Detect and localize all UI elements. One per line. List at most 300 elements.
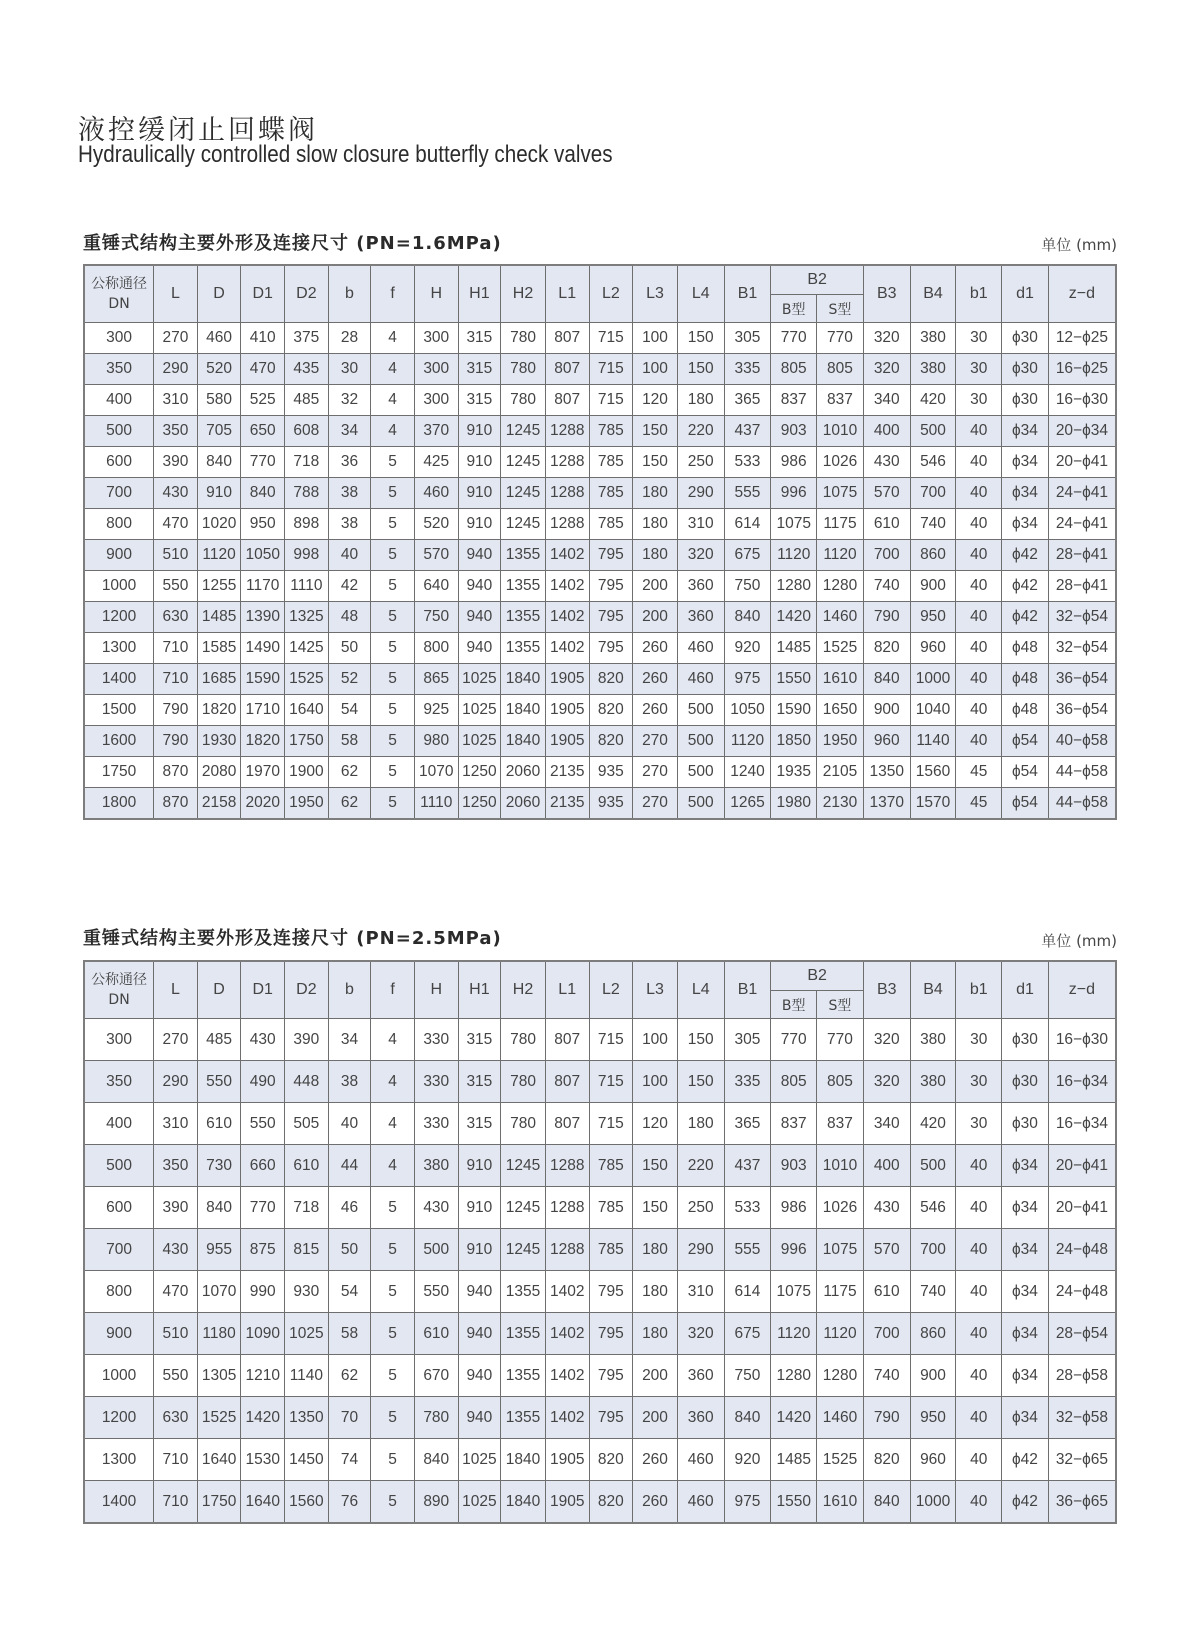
table-cell: 1288 xyxy=(545,416,589,447)
table-cell: 180 xyxy=(633,509,678,540)
table-cell: 32 xyxy=(328,385,371,416)
table-cell: 550 xyxy=(197,1061,241,1103)
table-cell: 1840 xyxy=(501,664,546,695)
table-body xyxy=(84,1019,1116,1524)
table-cell: 820 xyxy=(589,1481,633,1524)
table-cell: 790 xyxy=(863,1397,910,1439)
dn-cell: 1300 xyxy=(84,633,154,664)
table-cell: 36−ϕ54 xyxy=(1048,695,1116,726)
table-cell: 1355 xyxy=(501,633,546,664)
table-cell: 5 xyxy=(371,726,415,757)
table-cell: 900 xyxy=(863,695,910,726)
col-header-H1: H1 xyxy=(458,265,501,323)
table-cell: 410 xyxy=(241,323,285,354)
table-cell: 1402 xyxy=(545,602,589,633)
table-cell: 335 xyxy=(724,354,771,385)
table-row xyxy=(84,1397,1116,1439)
table-cell: 780 xyxy=(414,1397,458,1439)
table-cell: 28−ϕ41 xyxy=(1048,540,1116,571)
table-cell: 40 xyxy=(956,416,1002,447)
table-cell: 1650 xyxy=(817,695,864,726)
table-cell: 24−ϕ41 xyxy=(1048,478,1116,509)
table-cell: 1950 xyxy=(285,788,329,820)
table-cell: 820 xyxy=(863,633,910,664)
table-cell: ϕ42 xyxy=(1002,1439,1049,1481)
table-cell: 770 xyxy=(817,323,864,354)
table-cell: 1900 xyxy=(285,757,329,788)
table-cell: 485 xyxy=(285,385,329,416)
table-cell: 805 xyxy=(817,354,864,385)
table-cell: 50 xyxy=(328,1229,371,1271)
table-cell: 840 xyxy=(724,602,771,633)
table-cell: 365 xyxy=(724,1103,771,1145)
table-cell: 533 xyxy=(724,1187,771,1229)
table-cell: 16−ϕ30 xyxy=(1048,385,1116,416)
table-cell: 840 xyxy=(241,478,285,509)
table-cell: 290 xyxy=(154,1061,198,1103)
table-cell: 20−ϕ41 xyxy=(1048,447,1116,478)
table-cell: 54 xyxy=(328,1271,371,1313)
table-cell: 520 xyxy=(197,354,241,385)
col-header-B3: B3 xyxy=(863,265,910,323)
table-cell: 40 xyxy=(956,447,1002,478)
table-cell: 180 xyxy=(633,540,678,571)
table-cell: 390 xyxy=(154,1187,198,1229)
table-cell: 700 xyxy=(910,1229,956,1271)
table-cell: 315 xyxy=(458,385,501,416)
table-cell: 40 xyxy=(956,1229,1002,1271)
table-cell: 780 xyxy=(501,323,546,354)
dn-cell: 1500 xyxy=(84,695,154,726)
table-cell: 5 xyxy=(371,571,415,602)
table-cell: 820 xyxy=(589,664,633,695)
table-cell: 30 xyxy=(956,323,1002,354)
table-cell: 815 xyxy=(285,1229,329,1271)
table-cell: 430 xyxy=(414,1187,458,1229)
table-cell: 1840 xyxy=(501,726,546,757)
table-cell: 795 xyxy=(589,633,633,664)
col-header-L1: L1 xyxy=(545,961,589,1019)
table-cell: 630 xyxy=(154,602,198,633)
table-cell: ϕ42 xyxy=(1002,540,1049,571)
table-cell: 54 xyxy=(328,695,371,726)
table2-heading: 重锤式结构主要外形及连接尺寸 (PN=2.5MPa) xyxy=(83,928,502,949)
table-cell: 805 xyxy=(771,1061,817,1103)
col-header-B2: B2 xyxy=(771,961,864,991)
table-cell: 4 xyxy=(371,1103,415,1145)
table-cell: 550 xyxy=(154,571,198,602)
col-header-H: H xyxy=(414,265,458,323)
table-cell: 4 xyxy=(371,1145,415,1187)
table-cell: 730 xyxy=(197,1145,241,1187)
table-cell: 150 xyxy=(677,1019,724,1061)
table-cell: 740 xyxy=(910,1271,956,1313)
table-cell: 38 xyxy=(328,478,371,509)
table-cell: 5 xyxy=(371,1271,415,1313)
col-header-L2: L2 xyxy=(589,961,633,1019)
table-cell: 715 xyxy=(589,1061,633,1103)
table-cell: 1585 xyxy=(197,633,241,664)
table-cell: 555 xyxy=(724,1229,771,1271)
table-cell: 870 xyxy=(154,788,198,820)
table-cell: 5 xyxy=(371,509,415,540)
table-cell: 1245 xyxy=(501,1187,546,1229)
table-cell: 40 xyxy=(956,726,1002,757)
table-cell: 40 xyxy=(956,695,1002,726)
table-cell: 1020 xyxy=(197,509,241,540)
table-cell: 1050 xyxy=(241,540,285,571)
table-cell: 955 xyxy=(197,1229,241,1271)
dn-cell: 500 xyxy=(84,1145,154,1187)
table-cell: 30 xyxy=(956,1019,1002,1061)
table-row xyxy=(84,602,1116,633)
table-cell: 610 xyxy=(285,1145,329,1187)
table-cell: 120 xyxy=(633,1103,678,1145)
table-cell: 788 xyxy=(285,478,329,509)
dn-cell: 1300 xyxy=(84,1439,154,1481)
table-cell: 610 xyxy=(197,1103,241,1145)
table-cell: 5 xyxy=(371,695,415,726)
table-cell: 330 xyxy=(414,1061,458,1103)
table-cell: 180 xyxy=(633,1313,678,1355)
table-cell: 290 xyxy=(154,354,198,385)
table-cell: 910 xyxy=(458,447,501,478)
table-cell: 790 xyxy=(863,602,910,633)
table-cell: 330 xyxy=(414,1103,458,1145)
table-cell: 40 xyxy=(956,1355,1002,1397)
table-cell: 430 xyxy=(863,1187,910,1229)
table-cell: 820 xyxy=(589,695,633,726)
col-header-b1: b1 xyxy=(956,961,1002,1019)
table-cell: 430 xyxy=(863,447,910,478)
table-cell: 270 xyxy=(633,757,678,788)
table-cell: 2080 xyxy=(197,757,241,788)
col-header-B4: B4 xyxy=(910,961,956,1019)
table-cell: 1140 xyxy=(285,1355,329,1397)
table-cell: ϕ30 xyxy=(1002,1061,1049,1103)
table-cell: 5 xyxy=(371,664,415,695)
table-cell: 36−ϕ54 xyxy=(1048,664,1116,695)
table-row xyxy=(84,323,1116,354)
dn-cell: 800 xyxy=(84,1271,154,1313)
table-cell: ϕ34 xyxy=(1002,447,1049,478)
table-cell: 1245 xyxy=(501,416,546,447)
col-header-B2-B-type: B型 xyxy=(771,295,817,323)
table-cell: 500 xyxy=(910,1145,956,1187)
table-cell: ϕ30 xyxy=(1002,1019,1049,1061)
table-row xyxy=(84,1103,1116,1145)
table-cell: 910 xyxy=(458,1187,501,1229)
table-cell: 1610 xyxy=(817,1481,864,1524)
table-cell: 1905 xyxy=(545,664,589,695)
table-cell: 46 xyxy=(328,1187,371,1229)
table-cell: 740 xyxy=(910,509,956,540)
table-cell: 1265 xyxy=(724,788,771,820)
table-cell: 630 xyxy=(154,1397,198,1439)
table-cell: 40 xyxy=(956,571,1002,602)
table-cell: 780 xyxy=(501,354,546,385)
table-cell: 1350 xyxy=(863,757,910,788)
table-cell: 807 xyxy=(545,354,589,385)
table-cell: ϕ30 xyxy=(1002,1103,1049,1145)
col-header-L: L xyxy=(154,961,198,1019)
table-cell: 34 xyxy=(328,1019,371,1061)
table-cell: ϕ34 xyxy=(1002,509,1049,540)
table-cell: 840 xyxy=(197,1187,241,1229)
table-cell: 2105 xyxy=(817,757,864,788)
table-cell: 16−ϕ34 xyxy=(1048,1103,1116,1145)
table-cell: 1525 xyxy=(817,633,864,664)
table-cell: 660 xyxy=(241,1145,285,1187)
table-cell: 45 xyxy=(956,757,1002,788)
table-cell: 935 xyxy=(589,788,633,820)
table-cell: 390 xyxy=(154,447,198,478)
table-cell: 920 xyxy=(724,633,771,664)
table-cell: 40 xyxy=(956,540,1002,571)
table-cell: 1355 xyxy=(501,571,546,602)
dn-cell: 500 xyxy=(84,416,154,447)
table-cell: 1210 xyxy=(241,1355,285,1397)
table-cell: 1402 xyxy=(545,571,589,602)
col-header-L2: L2 xyxy=(589,265,633,323)
dn-cell: 300 xyxy=(84,1019,154,1061)
table-cell: 770 xyxy=(771,1019,817,1061)
table-cell: 1420 xyxy=(771,602,817,633)
table-cell: 5 xyxy=(371,1313,415,1355)
table-cell: 533 xyxy=(724,447,771,478)
table-row xyxy=(84,1187,1116,1229)
table-cell: 310 xyxy=(154,1103,198,1145)
table-cell: 525 xyxy=(241,385,285,416)
table-cell: 795 xyxy=(589,1397,633,1439)
table-row xyxy=(84,664,1116,695)
table-cell: 2135 xyxy=(545,788,589,820)
table-cell: 2060 xyxy=(501,757,546,788)
table-cell: 16−ϕ30 xyxy=(1048,1019,1116,1061)
table-cell: 1288 xyxy=(545,478,589,509)
table2-unit-label: 单位 (mm) xyxy=(1041,932,1117,950)
table-cell: 460 xyxy=(197,323,241,354)
table-cell: 837 xyxy=(771,1103,817,1145)
table-cell: 5 xyxy=(371,788,415,820)
col-header-dn-en: DN xyxy=(108,992,130,1008)
table-cell: 837 xyxy=(817,1103,864,1145)
table-cell: 1525 xyxy=(197,1397,241,1439)
table1-heading: 重锤式结构主要外形及连接尺寸 (PN=1.6MPa) xyxy=(83,233,502,254)
table-cell: 718 xyxy=(285,1187,329,1229)
table-cell: 1025 xyxy=(458,695,501,726)
table-cell: 42 xyxy=(328,571,371,602)
table-cell: 1640 xyxy=(285,695,329,726)
table-cell: ϕ34 xyxy=(1002,1397,1049,1439)
table-cell: 1402 xyxy=(545,633,589,664)
table-cell: 608 xyxy=(285,416,329,447)
table-cell: 1280 xyxy=(771,1355,817,1397)
table-cell: 996 xyxy=(771,478,817,509)
table-cell: 16−ϕ34 xyxy=(1048,1061,1116,1103)
table-cell: 1490 xyxy=(241,633,285,664)
col-header-B2-S-type: S型 xyxy=(817,991,864,1019)
table-cell: 1905 xyxy=(545,1481,589,1524)
table-cell: 5 xyxy=(371,757,415,788)
table-cell: 1175 xyxy=(817,1271,864,1313)
table-cell: 36−ϕ65 xyxy=(1048,1481,1116,1524)
table-cell: 740 xyxy=(863,1355,910,1397)
table-cell: 40 xyxy=(956,1481,1002,1524)
table-cell: 1120 xyxy=(197,540,241,571)
table-cell: 305 xyxy=(724,1019,771,1061)
table-cell: 430 xyxy=(241,1019,285,1061)
table-cell: 950 xyxy=(910,1397,956,1439)
table-cell: 1075 xyxy=(771,1271,817,1313)
table-cell: 898 xyxy=(285,509,329,540)
table-cell: 1560 xyxy=(285,1481,329,1524)
table-cell: 100 xyxy=(633,1019,678,1061)
table-cell: 180 xyxy=(677,385,724,416)
table-cell: 1280 xyxy=(817,571,864,602)
table-cell: 570 xyxy=(863,1229,910,1271)
table-row xyxy=(84,416,1116,447)
table-cell: ϕ42 xyxy=(1002,602,1049,633)
table-row xyxy=(84,478,1116,509)
col-header-L4: L4 xyxy=(677,961,724,1019)
table-cell: 1010 xyxy=(817,416,864,447)
table-row xyxy=(84,571,1116,602)
dn-cell: 1000 xyxy=(84,571,154,602)
table-cell: 795 xyxy=(589,602,633,633)
table-cell: 640 xyxy=(414,571,458,602)
table-cell: 570 xyxy=(414,540,458,571)
table-cell: 996 xyxy=(771,1229,817,1271)
table-cell: 1245 xyxy=(501,478,546,509)
table-cell: 1355 xyxy=(501,1271,546,1313)
table-cell: 865 xyxy=(414,664,458,695)
dn-cell: 1750 xyxy=(84,757,154,788)
table-cell: 770 xyxy=(817,1019,864,1061)
table-cell: 20−ϕ41 xyxy=(1048,1145,1116,1187)
table-cell: 180 xyxy=(633,478,678,509)
table-cell: 770 xyxy=(771,323,817,354)
table-cell: 320 xyxy=(863,1019,910,1061)
table-cell: 935 xyxy=(589,757,633,788)
dn-cell: 600 xyxy=(84,1187,154,1229)
table-cell: 785 xyxy=(589,1187,633,1229)
table-row xyxy=(84,540,1116,571)
table-cell: 200 xyxy=(633,1397,678,1439)
dimensions-table-pn25 xyxy=(83,960,1117,1524)
table-cell: 315 xyxy=(458,1061,501,1103)
table-cell: 460 xyxy=(677,664,724,695)
dn-cell: 700 xyxy=(84,478,154,509)
table-cell: 2020 xyxy=(241,788,285,820)
table-cell: 1245 xyxy=(501,1229,546,1271)
table-cell: 890 xyxy=(414,1481,458,1524)
table-cell: 1355 xyxy=(501,1313,546,1355)
table-cell: 860 xyxy=(910,540,956,571)
table-row xyxy=(84,1019,1116,1061)
col-header-B2-S-type: S型 xyxy=(817,295,864,323)
table-cell: 1710 xyxy=(241,695,285,726)
table-cell: 990 xyxy=(241,1271,285,1313)
table-cell: 40 xyxy=(956,1187,1002,1229)
table-cell: 5 xyxy=(371,1439,415,1481)
table-cell: 28−ϕ58 xyxy=(1048,1355,1116,1397)
table-cell: 1070 xyxy=(414,757,458,788)
table-cell: 150 xyxy=(633,416,678,447)
table-cell: 1120 xyxy=(817,1313,864,1355)
col-header-L4: L4 xyxy=(677,265,724,323)
table-cell: 1390 xyxy=(241,602,285,633)
col-header-B2: B2 xyxy=(771,265,864,295)
table-cell: 1325 xyxy=(285,602,329,633)
table-row xyxy=(84,447,1116,478)
col-header-B1: B1 xyxy=(724,961,771,1019)
table-cell: 24−ϕ48 xyxy=(1048,1229,1116,1271)
table-cell: 270 xyxy=(633,788,678,820)
table-cell: 5 xyxy=(371,1355,415,1397)
table-cell: 150 xyxy=(677,354,724,385)
table-cell: 550 xyxy=(414,1271,458,1313)
table-cell: 485 xyxy=(197,1019,241,1061)
table-cell: 1000 xyxy=(910,1481,956,1524)
table-cell: 300 xyxy=(414,354,458,385)
table-cell: 290 xyxy=(677,478,724,509)
table-cell: 5 xyxy=(371,1187,415,1229)
table-cell: 1610 xyxy=(817,664,864,695)
table-cell: 1010 xyxy=(817,1145,864,1187)
table-cell: 550 xyxy=(241,1103,285,1145)
table-cell: 1905 xyxy=(545,695,589,726)
col-header-H2: H2 xyxy=(501,265,546,323)
table-cell: 1485 xyxy=(771,633,817,664)
table-cell: 1025 xyxy=(458,1439,501,1481)
table-cell: 785 xyxy=(589,478,633,509)
table-cell: 4 xyxy=(371,1019,415,1061)
table-cell: 360 xyxy=(677,1397,724,1439)
table-cell: 785 xyxy=(589,447,633,478)
table-cell: ϕ34 xyxy=(1002,1187,1049,1229)
table-cell: 1550 xyxy=(771,664,817,695)
table-cell: 960 xyxy=(863,726,910,757)
table-cell: 940 xyxy=(458,571,501,602)
table-cell: 770 xyxy=(241,447,285,478)
table-header xyxy=(84,265,1116,323)
table-cell: 1025 xyxy=(458,1481,501,1524)
table-cell: 675 xyxy=(724,540,771,571)
table-cell: 795 xyxy=(589,571,633,602)
table-cell: 718 xyxy=(285,447,329,478)
table-cell: 50 xyxy=(328,633,371,664)
table-cell: 795 xyxy=(589,1271,633,1313)
table-cell: 40 xyxy=(956,509,1002,540)
table-cell: 1110 xyxy=(285,571,329,602)
table-cell: 550 xyxy=(154,1355,198,1397)
table-cell: 805 xyxy=(771,354,817,385)
col-header-dn xyxy=(84,961,154,1019)
table-cell: 310 xyxy=(154,385,198,416)
col-header-dn-cn: 公称通径 xyxy=(91,276,148,292)
table-cell: 1402 xyxy=(545,1397,589,1439)
table-cell: 675 xyxy=(724,1313,771,1355)
table-cell: 44−ϕ58 xyxy=(1048,757,1116,788)
table-cell: 62 xyxy=(328,788,371,820)
table-cell: 1560 xyxy=(910,757,956,788)
table-cell: 40 xyxy=(956,1439,1002,1481)
table-cell: 200 xyxy=(633,1355,678,1397)
table-cell: 795 xyxy=(589,1355,633,1397)
table-cell: 1305 xyxy=(197,1355,241,1397)
table-cell: 150 xyxy=(633,1187,678,1229)
